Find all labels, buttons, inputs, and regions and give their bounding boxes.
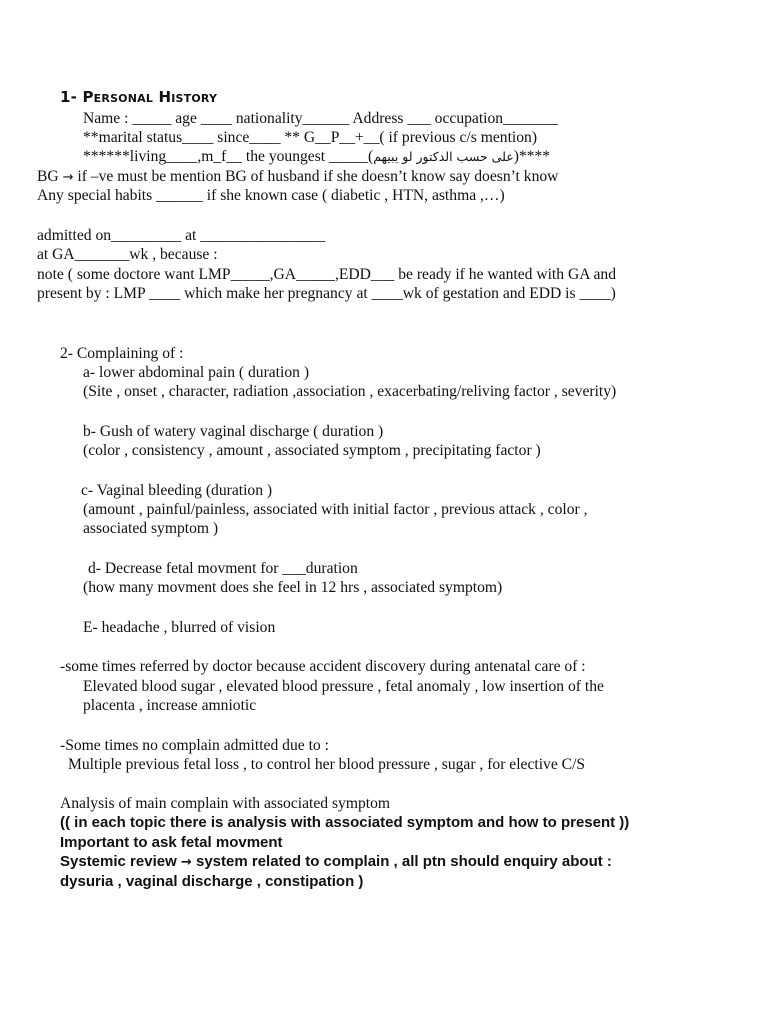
analysis-line-1: Analysis of main complain with associated symptom bbox=[60, 795, 391, 812]
name-line: Name : _____ age ____ nationality______ Address ___ occupation_______ bbox=[83, 110, 558, 127]
living-line bbox=[83, 147, 550, 166]
complaint-e-title: E- headache , blurred of vision bbox=[83, 619, 276, 636]
living-arabic-note: على حسب الدكتور لو يبيهم bbox=[373, 149, 514, 164]
bg-text: if –ve must be mention BG of husband if she doesn’t know say doesn’t know bbox=[73, 168, 559, 185]
referral-items-2: placenta , increase amniotic bbox=[83, 697, 257, 714]
habits-line: Any special habits ______ if she known case ( diabetic , HTN, asthma ,…) bbox=[37, 187, 505, 204]
systemic-review-text: system related to complain , all ptn should enquiry about : bbox=[191, 853, 612, 870]
present-line: present by : LMP ____ which make her pregnancy at ____wk of gestation and EDD is ____) bbox=[37, 285, 616, 302]
ga-line: at GA_______wk , because : bbox=[37, 246, 218, 263]
complaint-b-detail: (color , consistency , amount , associated symptom , precipitating factor ) bbox=[83, 442, 541, 459]
analysis-line-4 bbox=[60, 852, 612, 872]
right-arrow-icon: → bbox=[62, 170, 74, 185]
referral-items-1: Elevated blood sugar , elevated blood pressure , fetal anomaly , low insertion of the bbox=[83, 678, 604, 695]
living-prefix: ******living____,m_f__ the youngest _____( bbox=[83, 148, 374, 165]
complaint-b-title: b- Gush of watery vaginal discharge ( duration ) bbox=[83, 423, 384, 440]
complaint-c-title: c- Vaginal bleeding (duration ) bbox=[81, 482, 273, 499]
living-suffix: )**** bbox=[513, 148, 551, 165]
note-line: note ( some doctore want LMP_____,GA_____,EDD___ be ready if he wanted with GA and bbox=[37, 266, 617, 283]
no-complain-items: Multiple previous fetal loss , to control her blood pressure , sugar , for elective C/S bbox=[68, 756, 586, 773]
analysis-line-2: (( in each topic there is analysis with associated symptom and how to present )) bbox=[60, 814, 630, 831]
complaint-d-detail: (how many movment does she feel in 12 hrs , associated symptom) bbox=[83, 579, 503, 596]
right-arrow-icon: → bbox=[180, 855, 192, 870]
bg-line bbox=[37, 167, 558, 187]
complaining-heading: 2- Complaining of : bbox=[60, 345, 184, 362]
complaint-a-title: a- lower abdominal pain ( duration ) bbox=[83, 364, 310, 381]
referral-intro: -some times referred by doctor because accident discovery during antenatal care of : bbox=[60, 658, 586, 675]
complaint-a-detail: (Site , onset , character, radiation ,association , exacerbating/reliving factor , severity) bbox=[83, 383, 617, 400]
no-complain-intro: -Some times no complain admitted due to : bbox=[60, 737, 329, 754]
personal-history-heading: 1- Personal History bbox=[60, 88, 218, 106]
bg-prefix: BG bbox=[37, 168, 59, 185]
analysis-line-5: dysuria , vaginal discharge , constipation ) bbox=[60, 873, 364, 890]
complaint-c-detail-2: associated symptom ) bbox=[83, 520, 219, 537]
analysis-line-3: Important to ask fetal movment bbox=[60, 834, 283, 851]
complaint-c-detail-1: (amount , painful/painless, associated with initial factor , previous attack , color , bbox=[83, 501, 588, 518]
marital-line: **marital status____ since____ ** G__P__+__( if previous c/s mention) bbox=[83, 129, 538, 146]
complaint-d-title: d- Decrease fetal movment for ___duration bbox=[88, 560, 358, 577]
admitted-line: admitted on_________ at ________________ bbox=[37, 227, 326, 244]
systemic-review-label: Systemic review bbox=[60, 853, 177, 870]
